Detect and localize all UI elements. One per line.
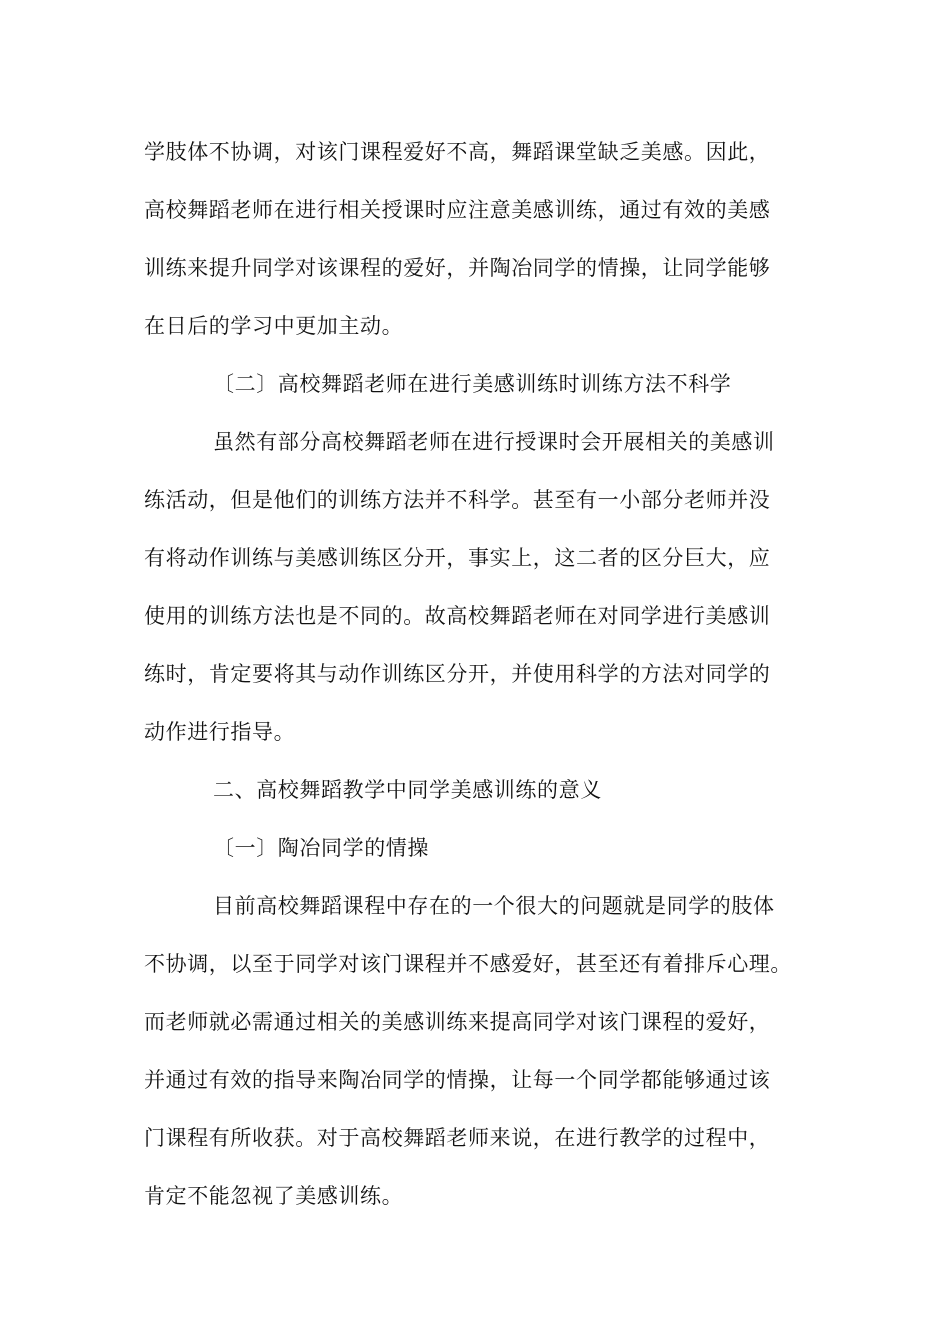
- paragraph-line: 并通过有效的指导来陶冶同学的情操，让每一个同学都能够通过该: [144, 1068, 771, 1092]
- paragraph-line: 不协调，以至于同学对该门课程并不感爱好，甚至还有着排斥心理。: [144, 952, 792, 976]
- subsection-heading: 〔一〕陶冶同学的情操: [213, 836, 429, 860]
- section-heading: 〔二〕高校舞蹈老师在进行美感训练时训练方法不科学: [213, 372, 732, 396]
- paragraph-line: 使用的训练方法也是不同的。故高校舞蹈老师在对同学进行美感训: [144, 604, 771, 628]
- paragraph-line: 目前高校舞蹈课程中存在的一个很大的问题就是同学的肢体: [213, 894, 775, 918]
- paragraph-line: 高校舞蹈老师在进行相关授课时应注意美感训练，通过有效的美感: [144, 198, 771, 222]
- paragraph-line: 有将动作训练与美感训练区分开，事实上，这二者的区分巨大，应: [144, 546, 771, 570]
- paragraph-line: 练活动，但是他们的训练方法并不科学。甚至有一小部分老师并没: [144, 488, 771, 512]
- paragraph-line: 门课程有所收获。对于高校舞蹈老师来说，在进行教学的过程中，: [144, 1126, 771, 1150]
- paragraph-line: 学肢体不协调，对该门课程爱好不高，舞蹈课堂缺乏美感。因此，: [144, 140, 771, 164]
- section-heading: 二、高校舞蹈教学中同学美感训练的意义: [213, 778, 602, 802]
- paragraph-line: 而老师就必需通过相关的美感训练来提高同学对该门课程的爱好，: [144, 1010, 771, 1034]
- paragraph-line: 虽然有部分高校舞蹈老师在进行授课时会开展相关的美感训: [213, 430, 775, 454]
- paragraph-line: 肯定不能忽视了美感训练。: [144, 1184, 404, 1208]
- paragraph-line: 训练来提升同学对该课程的爱好，并陶冶同学的情操，让同学能够: [144, 256, 771, 280]
- paragraph-line: 在日后的学习中更加主动。: [144, 314, 404, 338]
- paragraph-line: 练时，肯定要将其与动作训练区分开，并使用科学的方法对同学的: [144, 662, 771, 686]
- paragraph-line: 动作进行指导。: [144, 720, 296, 744]
